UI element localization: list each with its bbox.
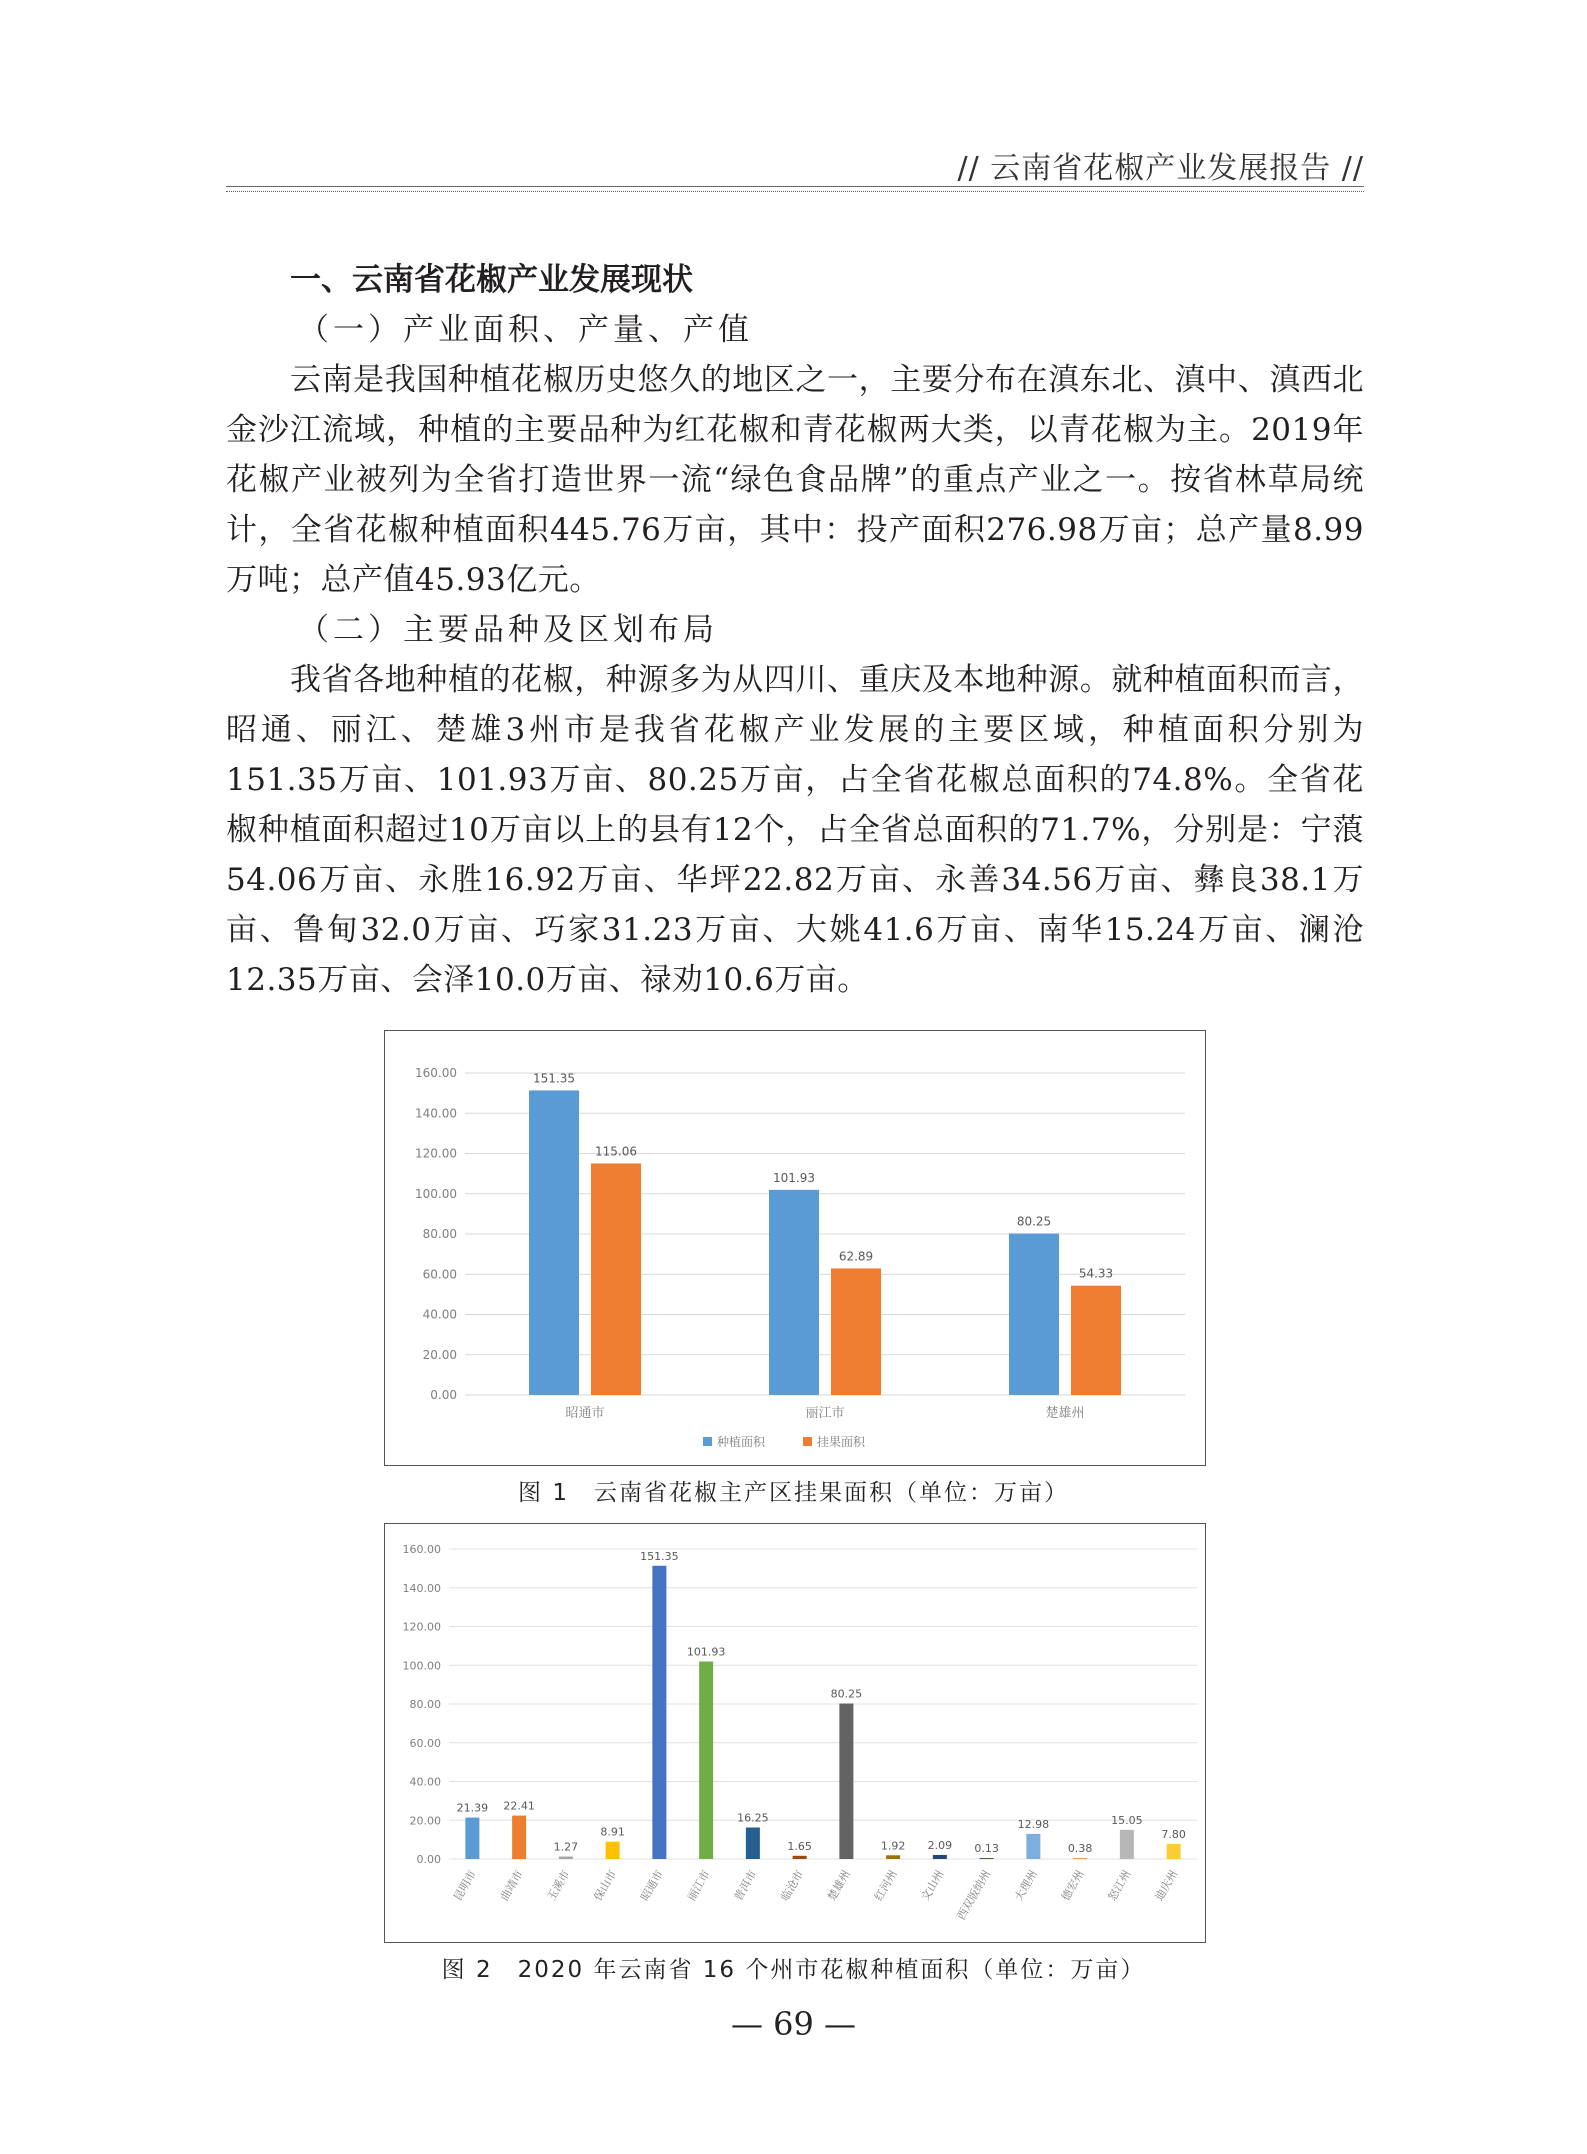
running-head: // 云南省花椒产业发展报告 //	[957, 151, 1364, 186]
paragraph-1: 云南是我国种植花椒历史悠久的地区之一，主要分布在滇东北、滇中、滇西北金沙江流域，种植的主要品种为红花椒和青花椒两大类，以青花椒为主。2019年花椒产业被列为全省打造世界一流“绿色食品牌”的重点产业之一。按省林草局统计，全省花椒种植面积445.76万亩，其中：投产面积276.98万亩；总产量8.99万吨；总产值45.93亿元。	[226, 362, 1364, 598]
bar	[465, 1818, 479, 1859]
bar	[559, 1857, 573, 1859]
bar	[793, 1856, 807, 1859]
x-tick-label: 曲靖市	[497, 1868, 526, 1904]
y-tick-label: 40.00	[409, 1775, 441, 1789]
y-tick-label: 120.00	[415, 1146, 457, 1161]
bar	[980, 1858, 994, 1859]
y-tick-label: 100.00	[402, 1659, 441, 1673]
data-label: 151.35	[640, 1549, 679, 1563]
bar	[529, 1090, 579, 1395]
bar	[1167, 1844, 1181, 1859]
data-label: 0.13	[974, 1842, 999, 1855]
bar	[933, 1855, 947, 1859]
x-tick-label: 玉溪市	[544, 1868, 573, 1904]
bar	[769, 1190, 819, 1395]
legend-label: 挂果面积	[817, 1435, 866, 1449]
figure-2	[384, 1523, 1206, 1943]
data-label: 1.27	[553, 1840, 579, 1854]
x-tick-label: 普洱市	[731, 1868, 760, 1904]
bar	[606, 1842, 620, 1859]
legend-swatch	[703, 1437, 712, 1446]
data-label: 2.09	[927, 1838, 953, 1852]
bar	[1071, 1286, 1121, 1395]
data-label: 16.25	[737, 1811, 769, 1825]
data-label: 101.93	[773, 1170, 815, 1185]
figure-1-chart	[385, 1031, 1205, 1465]
data-label: 15.05	[1111, 1813, 1143, 1827]
x-tick-label: 怒江州	[1105, 1868, 1134, 1904]
header-rule	[226, 186, 1364, 192]
data-label: 80.25	[830, 1687, 863, 1701]
x-tick-label: 昭通市	[638, 1868, 666, 1904]
y-tick-label: 100.00	[415, 1186, 457, 1201]
x-tick-label: 昆明市	[451, 1868, 479, 1904]
bar	[1073, 1858, 1087, 1859]
y-tick-label: 140.00	[402, 1581, 441, 1595]
bar	[1026, 1834, 1040, 1859]
data-label: 0.38	[1067, 1842, 1093, 1855]
y-tick-label: 60.00	[409, 1736, 441, 1750]
y-tick-label: 80.00	[422, 1227, 457, 1241]
figure-2-caption: 图 2 2020 年云南省 16 个州市花椒种植面积（单位：万亩）	[441, 1957, 1146, 1983]
bar	[746, 1828, 760, 1859]
bar	[1009, 1233, 1059, 1395]
subsection-title-2: （二）主要品种及区划布局	[298, 612, 718, 648]
y-tick-label: 140.00	[415, 1106, 457, 1121]
y-tick-label: 80.00	[409, 1698, 441, 1711]
x-tick-label: 文山州	[918, 1868, 947, 1904]
section-title: 一、云南省花椒产业发展现状	[290, 262, 693, 298]
bar	[831, 1268, 881, 1395]
page-number: — 69 —	[730, 2005, 857, 2043]
data-label: 22.41	[503, 1799, 535, 1813]
figure-1	[384, 1030, 1206, 1466]
x-tick-label: 西双版纳州	[954, 1868, 994, 1923]
y-tick-label: 60.00	[422, 1267, 457, 1282]
figure-2-chart	[385, 1524, 1205, 1942]
y-tick-label: 20.00	[422, 1347, 457, 1362]
data-label: 115.06	[595, 1144, 637, 1159]
x-tick-label: 迪庆州	[1152, 1868, 1181, 1904]
bar	[839, 1704, 853, 1859]
x-tick-label: 大理州	[1012, 1868, 1040, 1904]
x-tick-label: 红河州	[871, 1868, 900, 1904]
main-content	[226, 255, 1364, 1005]
y-tick-label: 40.00	[422, 1307, 457, 1322]
figure-1-caption: 图 1 云南省花椒主产区挂果面积（单位：万亩）	[518, 1480, 1069, 1506]
x-tick-label: 楚雄州	[1045, 1406, 1085, 1421]
data-label: 21.39	[456, 1801, 489, 1815]
y-tick-label: 160.00	[415, 1066, 457, 1080]
x-tick-label: 保山市	[591, 1868, 620, 1904]
bar	[591, 1163, 641, 1395]
y-tick-label: 160.00	[402, 1543, 441, 1556]
data-label: 7.80	[1161, 1827, 1186, 1841]
data-label: 151.35	[533, 1071, 575, 1086]
x-tick-label: 德宏州	[1058, 1868, 1087, 1904]
data-label: 62.89	[838, 1249, 874, 1264]
x-tick-label: 楚雄州	[825, 1868, 853, 1904]
bar	[512, 1816, 526, 1859]
data-label: 1.92	[880, 1839, 906, 1853]
bar	[699, 1662, 713, 1859]
x-tick-label: 丽江市	[805, 1406, 845, 1421]
y-tick-label: 0.00	[416, 1853, 441, 1866]
x-tick-label: 昭通市	[565, 1406, 605, 1421]
data-label: 1.65	[787, 1839, 812, 1853]
legend-label: 种植面积	[717, 1435, 766, 1449]
y-tick-label: 120.00	[402, 1620, 441, 1634]
bar	[886, 1855, 900, 1859]
y-tick-label: 20.00	[409, 1814, 441, 1828]
data-label: 101.93	[686, 1645, 726, 1659]
legend-swatch	[803, 1437, 812, 1446]
bar	[652, 1566, 666, 1859]
data-label: 12.98	[1017, 1817, 1050, 1831]
data-label: 80.25	[1016, 1214, 1052, 1229]
bar	[1120, 1830, 1134, 1859]
subsection-title-1: （一）产业面积、产量、产值	[298, 312, 753, 348]
data-label: 54.33	[1078, 1266, 1114, 1281]
data-label: 8.91	[600, 1825, 625, 1839]
paragraph-2: 我省各地种植的花椒，种源多为从四川、重庆及本地种源。就种植面积而言，昭通、丽江、楚雄3州市是我省花椒产业发展的主要区域，种植面积分别为151.35万亩、101.93万亩、80.25万亩，占全省花椒总面积的74.8%。全省花椒种植面积超过10万亩以上的县有12个，占全省总面积的71.7%，分别是：宁蒗54.06万亩、永胜16.92万亩、华坪22.82万亩、永善34.56万亩、彝良38.1万亩、鲁甸32.0万亩、巧家31.23万亩、大姚41.6万亩、南华15.24万亩、澜沧12.35万亩、会泽10.0万亩、禄劝10.6万亩。	[226, 662, 1364, 998]
x-tick-label: 丽江市	[684, 1868, 713, 1904]
y-tick-label: 0.00	[430, 1388, 457, 1402]
x-tick-label: 临沧市	[778, 1868, 807, 1904]
